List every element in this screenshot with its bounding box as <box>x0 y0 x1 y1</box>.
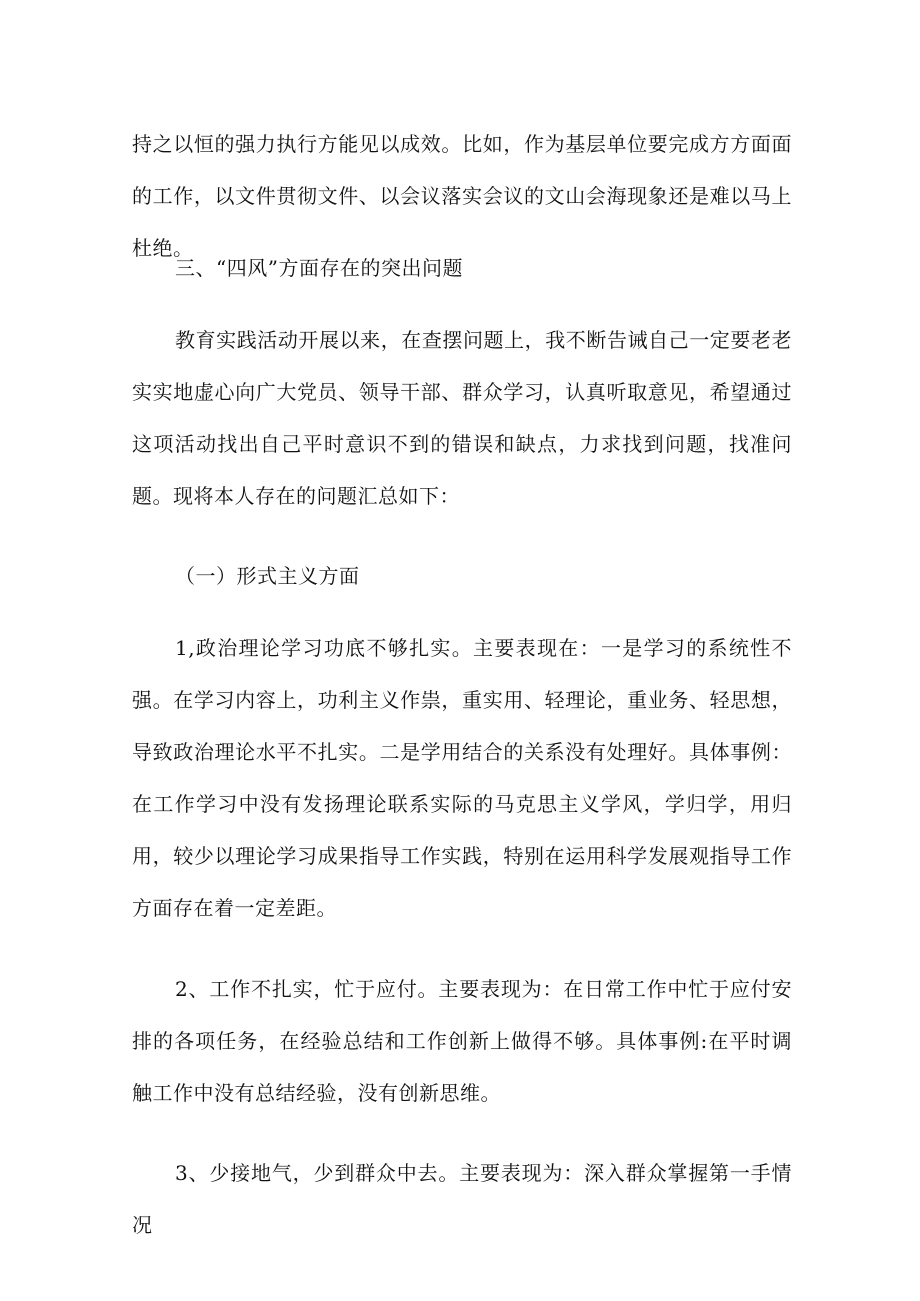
subsection-heading-formalism: （一）形式主义方面 <box>175 564 360 588</box>
paragraph-item-1: 1,政治理论学习功底不够扎实。主要表现在：一是学习的系统性不强。在学习内容上，功利主义作祟，重实用、轻理论，重业务、轻思想，导致政治理论水平不扎实。二是学用结合的关系没有处理好。具体事例：在工作学习中没有发扬理论联系实际的马克思主义学风，学归学，用归用，较少以理论学习成果指导工作实践，特别在运用科学发展观指导工作方面存在着一定差距。 <box>132 636 792 920</box>
paragraph-item-3: 3、少接地气，少到群众中去。主要表现为：深入群众掌握第一手情况 <box>132 1161 792 1237</box>
paragraph-continuation: 持之以恒的强力执行方能见以成效。比如，作为基层单位要完成方方面面的工作，以文件贯彻文件、以会议落实会议的文山会海现象还是难以马上杜绝。 <box>132 132 792 260</box>
section-heading-three: 三、“四风”方面存在的突出问题 <box>175 256 463 280</box>
paragraph-intro: 教育实践活动开展以来，在查摆问题上，我不断告诫自己一定要老老实实地虚心向广大党员、领导干部、群众学习，认真听取意见，希望通过这项活动找出自己平时意识不到的错误和缺点，力求找到问题，找准问题。现将本人存在的问题汇总如下： <box>132 328 792 508</box>
paragraph-item-2: 2、工作不扎实，忙于应付。主要表现为：在日常工作中忙于应付安排的各项任务，在经验总结和工作创新上做得不够。具体事例:在平时调触工作中没有总结经验，没有创新思维。 <box>132 977 792 1105</box>
